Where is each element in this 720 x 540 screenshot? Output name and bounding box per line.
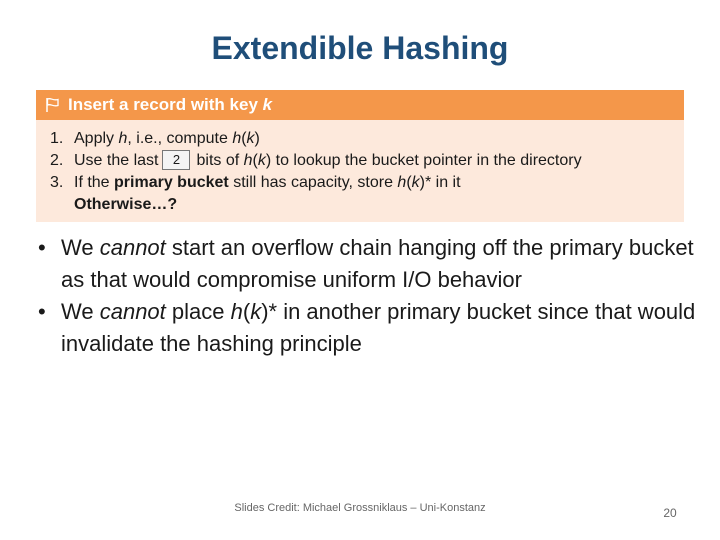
- bit-count-box: 2: [162, 150, 190, 170]
- steps-list: [50, 128, 684, 216]
- step-2: 2. Use the last 2 bits of h(k) to lookup the bucket pointer in the directory: [50, 151, 582, 169]
- banner-text: Insert a record with key k: [68, 95, 273, 114]
- bullet-1: • We cannot start an overflow chain hanging off the primary bucket as that would compromise uniform I/O behavior: [38, 235, 694, 292]
- slide-title: Extendible Hashing: [211, 30, 509, 66]
- slide-credit: Slides Credit: Michael Grossniklaus – Uni-Konstanz: [234, 502, 486, 514]
- page-number: 20: [663, 506, 677, 520]
- flag-icon: [44, 97, 60, 113]
- steps-box: [36, 120, 684, 222]
- step-1: 1. Apply h, i.e., compute h(k): [50, 130, 260, 147]
- bullet-list: [36, 232, 696, 360]
- insert-banner: [36, 90, 684, 120]
- step-3-otherwise: Otherwise…?: [74, 196, 178, 213]
- step-3: 3. If the primary bucket still has capacity, store h(k)* in it: [50, 174, 461, 191]
- bullet-2: • We cannot place h(k)* in another primary bucket since that would invalidate the hashing principle: [38, 299, 696, 356]
